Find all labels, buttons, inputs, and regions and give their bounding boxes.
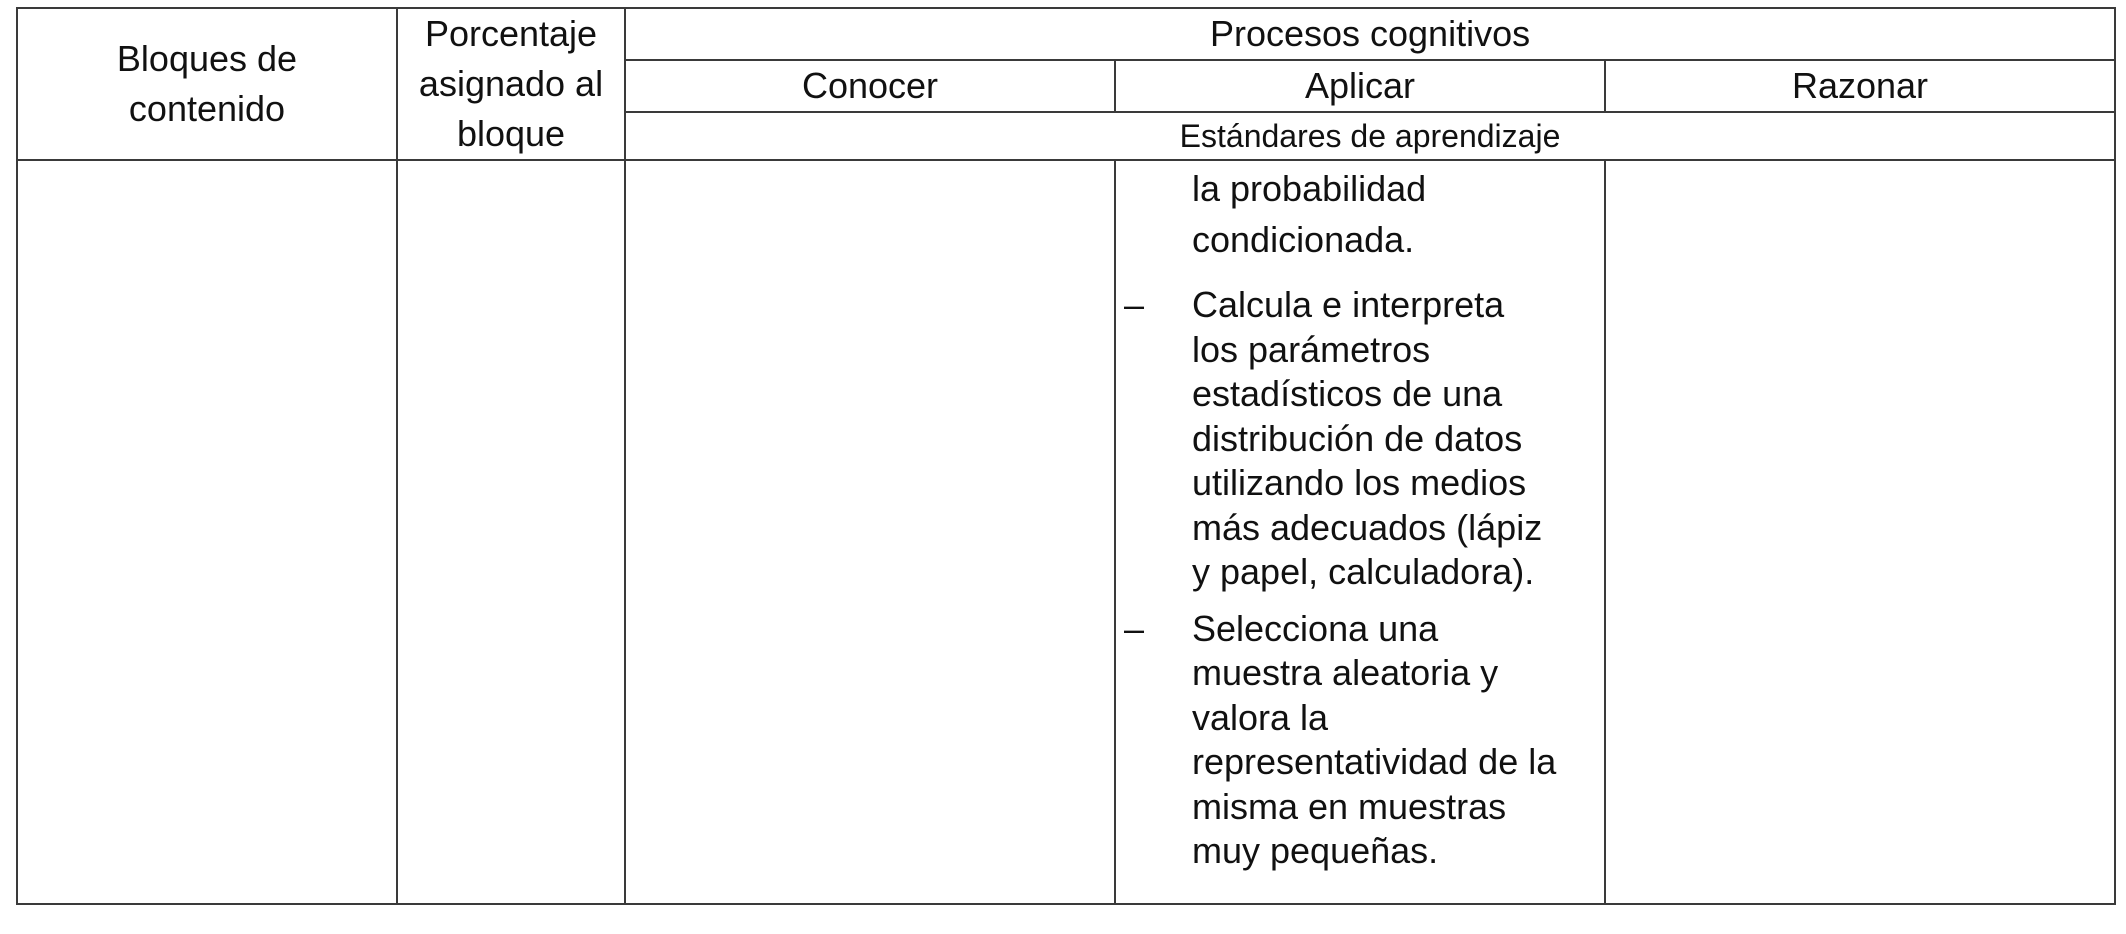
- item-line: representatividad de la: [1192, 741, 1557, 782]
- body-row: [17, 160, 2115, 904]
- item-line: misma en muestras: [1192, 785, 1507, 827]
- item-line: distribución de datos: [1192, 417, 1523, 459]
- header-porcentaje: [397, 8, 625, 160]
- item-line: muestra aleatoria y: [1192, 652, 1499, 693]
- aplicar-content: [1116, 161, 1604, 874]
- item-line: Calcula e interpreta: [1192, 284, 1505, 325]
- item-line: Selecciona una: [1192, 607, 1439, 649]
- item-line: estadísticos de una: [1192, 373, 1503, 414]
- item-line: valora la: [1192, 696, 1329, 738]
- item-line: los parámetros: [1192, 328, 1431, 370]
- header-row-processes: [17, 8, 2115, 60]
- header-conocer: Conocer: [625, 60, 1115, 112]
- continuation-line: la probabilidad: [1192, 168, 1427, 209]
- dash-bullet: –: [1124, 607, 1145, 649]
- header-bloques: [17, 8, 397, 160]
- cell-conocer: [625, 160, 1115, 904]
- item-line: utilizando los medios: [1192, 462, 1527, 503]
- header-razonar: Razonar: [1605, 60, 2115, 112]
- item-line: muy pequeñas.: [1192, 830, 1439, 871]
- item-line: y papel, calculadora).: [1192, 551, 1535, 592]
- cell-aplicar: [1115, 160, 1605, 904]
- header-procesos-cognitivos: Procesos cognitivos: [625, 8, 2115, 60]
- header-aplicar: Aplicar: [1115, 60, 1605, 112]
- standards-table: [16, 7, 2116, 905]
- dash-bullet: –: [1124, 284, 1145, 325]
- continuation-line: condicionada.: [1192, 219, 1415, 260]
- header-bloques-text: Bloques de contenido: [116, 38, 298, 129]
- standard-item: [1116, 607, 1604, 874]
- cell-bloques: [17, 160, 397, 904]
- header-porcentaje-text: Porcentaje asignado al bloque: [418, 13, 604, 154]
- header-estandares: Estándares de aprendizaje: [625, 112, 2115, 160]
- item-line: más adecuados (lápiz: [1192, 506, 1543, 548]
- cell-razonar: [1605, 160, 2115, 904]
- cell-porcentaje: [397, 160, 625, 904]
- standard-item: [1116, 283, 1604, 595]
